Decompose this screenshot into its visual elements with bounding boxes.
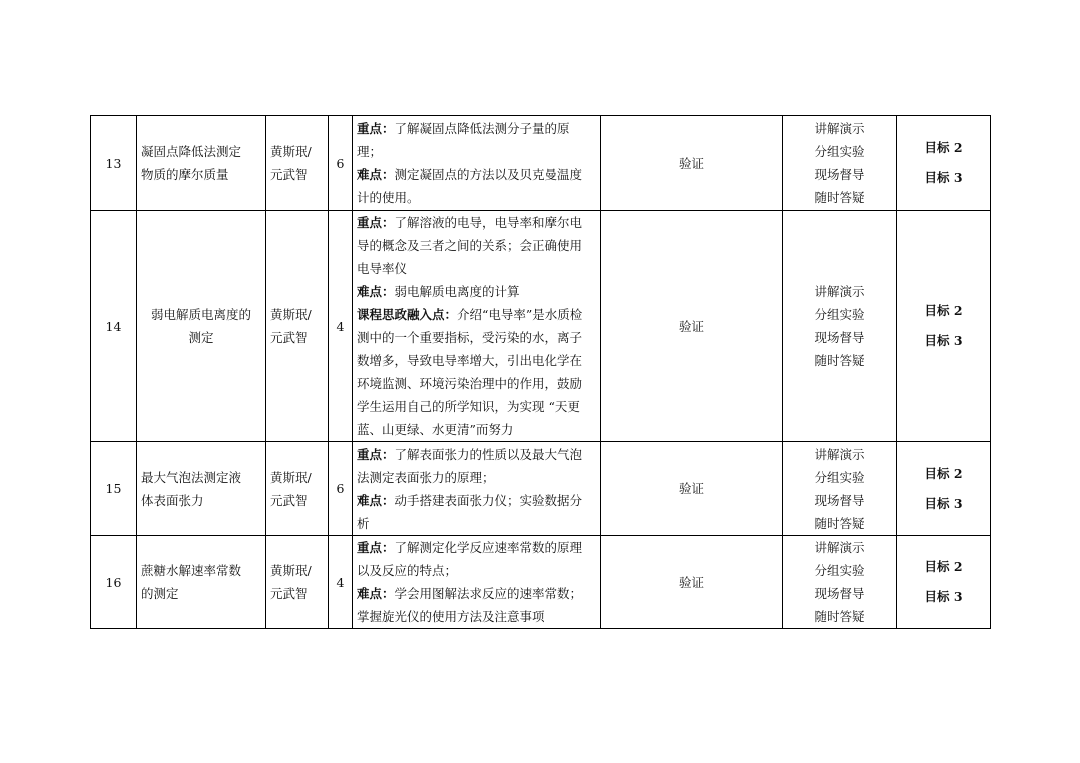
experiment-content: 重点：了解溶液的电导，电导率和摩尔电 导的概念及三者之间的关系；会正确使用 电导率仪 难点：弱电解质电离度的计算 课程思政融入点：介绍“电导率”是水质检 测中的一个重要指标，受污染的水，离子 数增多，导致电导率增大，引出电化学在 环境监测、环境污染治理中的作用，鼓励 学生运用自己的所学知识，为实现 “天更 蓝、山更绿、水更清”而努力 <box>353 211 601 442</box>
key-point-label: 重点： <box>357 446 395 462</box>
row-number: 16 <box>91 536 137 629</box>
difficulty-label: 难点： <box>357 284 395 299</box>
experiment-type: 验证 <box>601 442 783 536</box>
table-row <box>91 442 991 536</box>
key-point-label: 重点： <box>357 121 395 136</box>
row-number: 15 <box>91 442 137 536</box>
course-goals: 目标 2 目标 3 <box>897 211 991 442</box>
teaching-methods: 讲解演示 分组实验 现场督导 随时答疑 <box>783 211 897 442</box>
teacher: 黄斯珉/ 元武智 <box>266 442 329 536</box>
experiment-content: 重点：了解表面张力的性质以及最大气泡 法测定表面张力的原理； 难点：动手搭建表面张力仪；实验数据分 析 <box>353 442 601 536</box>
experiment-name: 蔗糖水解速率常数 的测定 <box>137 536 266 629</box>
difficulty-label: 难点： <box>357 492 395 508</box>
difficulty-label: 难点： <box>357 167 395 182</box>
difficulty-label: 难点： <box>357 586 395 601</box>
experiment-type: 验证 <box>601 116 783 211</box>
row-number: 14 <box>91 211 137 442</box>
course-goals: 目标 2 目标 3 <box>897 536 991 629</box>
experiment-name: 凝固点降低法测定 物质的摩尔质量 <box>137 116 266 211</box>
table-row <box>91 536 991 629</box>
course-goals: 目标 2 目标 3 <box>897 442 991 536</box>
experiment-type: 验证 <box>601 536 783 629</box>
ideology-label: 课程思政融入点： <box>357 307 458 322</box>
teaching-methods: 讲解演示 分组实验 现场督导 随时答疑 <box>783 442 897 536</box>
experiment-name: 弱电解质电离度的 测定 <box>137 211 266 442</box>
course-goals: 目标 2 目标 3 <box>897 116 991 211</box>
teacher: 黄斯珉/ 元武智 <box>266 116 329 211</box>
hours: 4 <box>329 536 353 629</box>
experiment-name: 最大气泡法测定液 体表面张力 <box>137 442 266 536</box>
key-point-label: 重点： <box>357 540 395 555</box>
key-point-label: 重点： <box>357 215 395 230</box>
teaching-methods: 讲解演示 分组实验 现场督导 随时答疑 <box>783 536 897 629</box>
row-number: 13 <box>91 116 137 211</box>
experiment-type: 验证 <box>601 211 783 442</box>
hours: 6 <box>329 116 353 211</box>
experiment-content: 重点：了解测定化学反应速率常数的原理 以及反应的特点； 难点：学会用图解法求反应的速率常数； 掌握旋光仪的使用方法及注意事项 <box>353 536 601 629</box>
table-row <box>91 211 991 442</box>
teacher: 黄斯珉/ 元武智 <box>266 536 329 629</box>
table-row <box>91 116 991 211</box>
experiment-content: 重点：了解凝固点降低法测分子量的原 理； 难点：测定凝固点的方法以及贝克曼温度 计的使用。 <box>353 116 601 211</box>
hours: 6 <box>329 442 353 536</box>
teacher: 黄斯珉/ 元武智 <box>266 211 329 442</box>
hours: 4 <box>329 211 353 442</box>
experiment-table <box>90 115 991 629</box>
teaching-methods: 讲解演示 分组实验 现场督导 随时答疑 <box>783 116 897 211</box>
